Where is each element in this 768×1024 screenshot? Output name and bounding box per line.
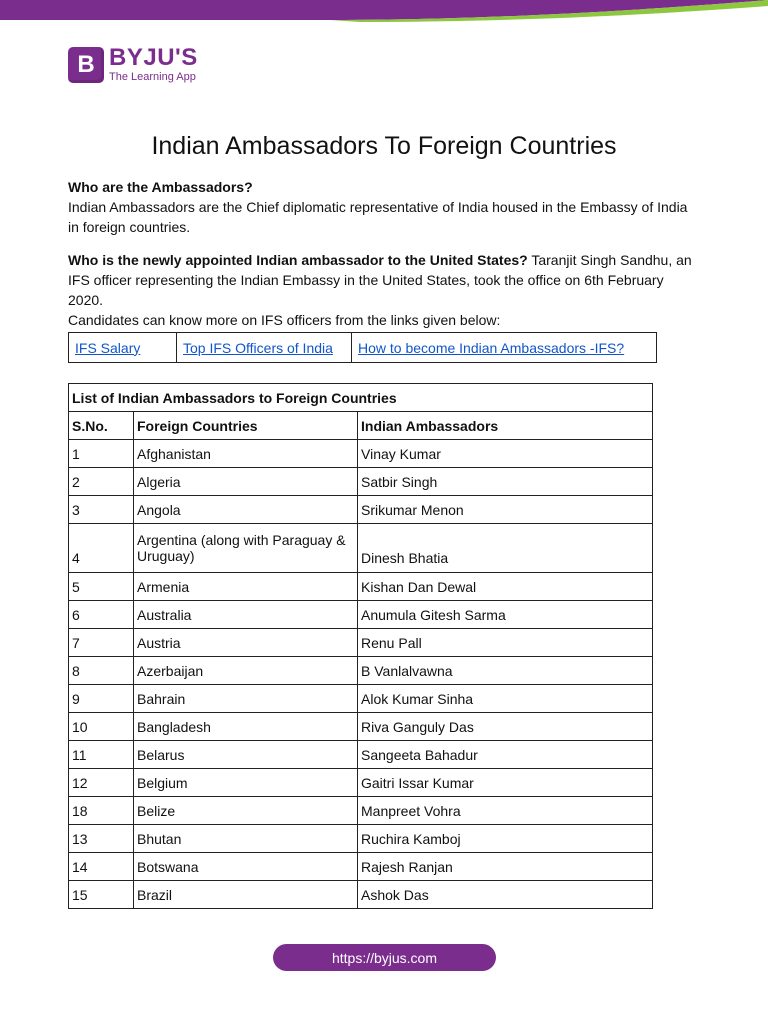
cell-sno: 7 [69,629,134,657]
cell-sno: 11 [69,741,134,769]
table-row [69,825,653,853]
header-country: Foreign Countries [134,412,358,440]
cell-sno: 10 [69,713,134,741]
cell-ambassador: Sangeeta Bahadur [358,741,653,769]
cell-ambassador: Alok Kumar Sinha [358,685,653,713]
cell-country: Algeria [134,468,358,496]
header-stripe [0,0,768,22]
cell-country: Angola [134,496,358,524]
cell-ambassador: B Vanlalvawna [358,657,653,685]
cell-ambassador: Renu Pall [358,629,653,657]
cell-sno: 13 [69,825,134,853]
question-who-are-ambassadors: Who are the Ambassadors? [68,179,253,195]
cell-sno: 1 [69,440,134,468]
table-row [69,685,653,713]
table-caption: List of Indian Ambassadors to Foreign Countries [69,384,653,412]
cell-country: Belgium [134,769,358,797]
cell-ambassador: Ruchira Kamboj [358,825,653,853]
cell-sno: 5 [69,573,134,601]
cell-country: Bangladesh [134,713,358,741]
header-ambassador: Indian Ambassadors [358,412,653,440]
question-us-ambassador: Who is the newly appointed Indian ambassador to the United States? [68,252,528,268]
cell-country: Azerbaijan [134,657,358,685]
cell-ambassador: Ashok Das [358,881,653,909]
table-row [69,881,653,909]
table-row [69,713,653,741]
cell-country: Armenia [134,573,358,601]
cell-country: Argentina (along with Paraguay & Uruguay) [134,524,358,573]
table-row [69,629,653,657]
table-row [69,853,653,881]
cell-sno: 4 [69,524,134,573]
links-lead-text: Candidates can know more on IFS officers from the links given below: [68,312,501,328]
cell-ambassador: Anumula Gitesh Sarma [358,601,653,629]
cell-sno: 3 [69,496,134,524]
cell-ambassador: Manpreet Vohra [358,797,653,825]
cell-country: Austria [134,629,358,657]
cell-ambassador: Vinay Kumar [358,440,653,468]
link-top-ifs-officers[interactable]: Top IFS Officers of India [183,339,333,356]
intro-ambassadors [68,177,698,237]
cell-sno: 12 [69,769,134,797]
header-sno: S.No. [69,412,134,440]
answer-who-are-ambassadors: Indian Ambassadors are the Chief diplomatic representative of India housed in the Embassy of India in foreign countries. [68,199,688,235]
page-title: Indian Ambassadors To Foreign Countries [151,132,617,160]
cell-sno: 18 [69,797,134,825]
cell-country: Botswana [134,853,358,881]
cell-country: Belize [134,797,358,825]
table-row [69,657,653,685]
table-header-row [69,412,653,440]
byjus-logo [68,46,198,83]
ifs-links-table [68,332,657,363]
table-row [69,440,653,468]
table-row [69,769,653,797]
cell-country: Afghanistan [134,440,358,468]
footer-url-link[interactable]: https://byjus.com [273,944,496,971]
cell-sno: 14 [69,853,134,881]
cell-ambassador: Satbir Singh [358,468,653,496]
cell-ambassador: Kishan Dan Dewal [358,573,653,601]
table-row [69,797,653,825]
cell-country: Australia [134,601,358,629]
cell-country: Brazil [134,881,358,909]
cell-country: Belarus [134,741,358,769]
byjus-logo-icon: B [68,47,104,83]
table-row [69,496,653,524]
answer-us-ambassador: Taranjit Singh Sandhu, an IFS officer representing the Indian Embassy in the United States, took the office on 6th February 2020. [68,252,692,308]
cell-sno: 2 [69,468,134,496]
table-row [69,524,653,573]
table-row [69,468,653,496]
brand-tagline: The Learning App [109,71,196,83]
table-row [69,741,653,769]
cell-sno: 15 [69,881,134,909]
cell-ambassador: Dinesh Bhatia [358,524,653,573]
ambassadors-table [68,383,653,909]
cell-ambassador: Rajesh Ranjan [358,853,653,881]
brand-name: BYJU'S [109,44,198,71]
table-row [69,573,653,601]
table-row [69,601,653,629]
cell-ambassador: Gaitri Issar Kumar [358,769,653,797]
link-ifs-salary[interactable]: IFS Salary [75,339,141,356]
cell-sno: 6 [69,601,134,629]
cell-ambassador: Srikumar Menon [358,496,653,524]
link-become-ambassador[interactable]: How to become Indian Ambassadors -IFS? [358,339,625,356]
cell-sno: 9 [69,685,134,713]
cell-ambassador: Riva Ganguly Das [358,713,653,741]
cell-country: Bahrain [134,685,358,713]
cell-sno: 8 [69,657,134,685]
cell-country: Bhutan [134,825,358,853]
intro-us-ambassador [68,250,698,310]
